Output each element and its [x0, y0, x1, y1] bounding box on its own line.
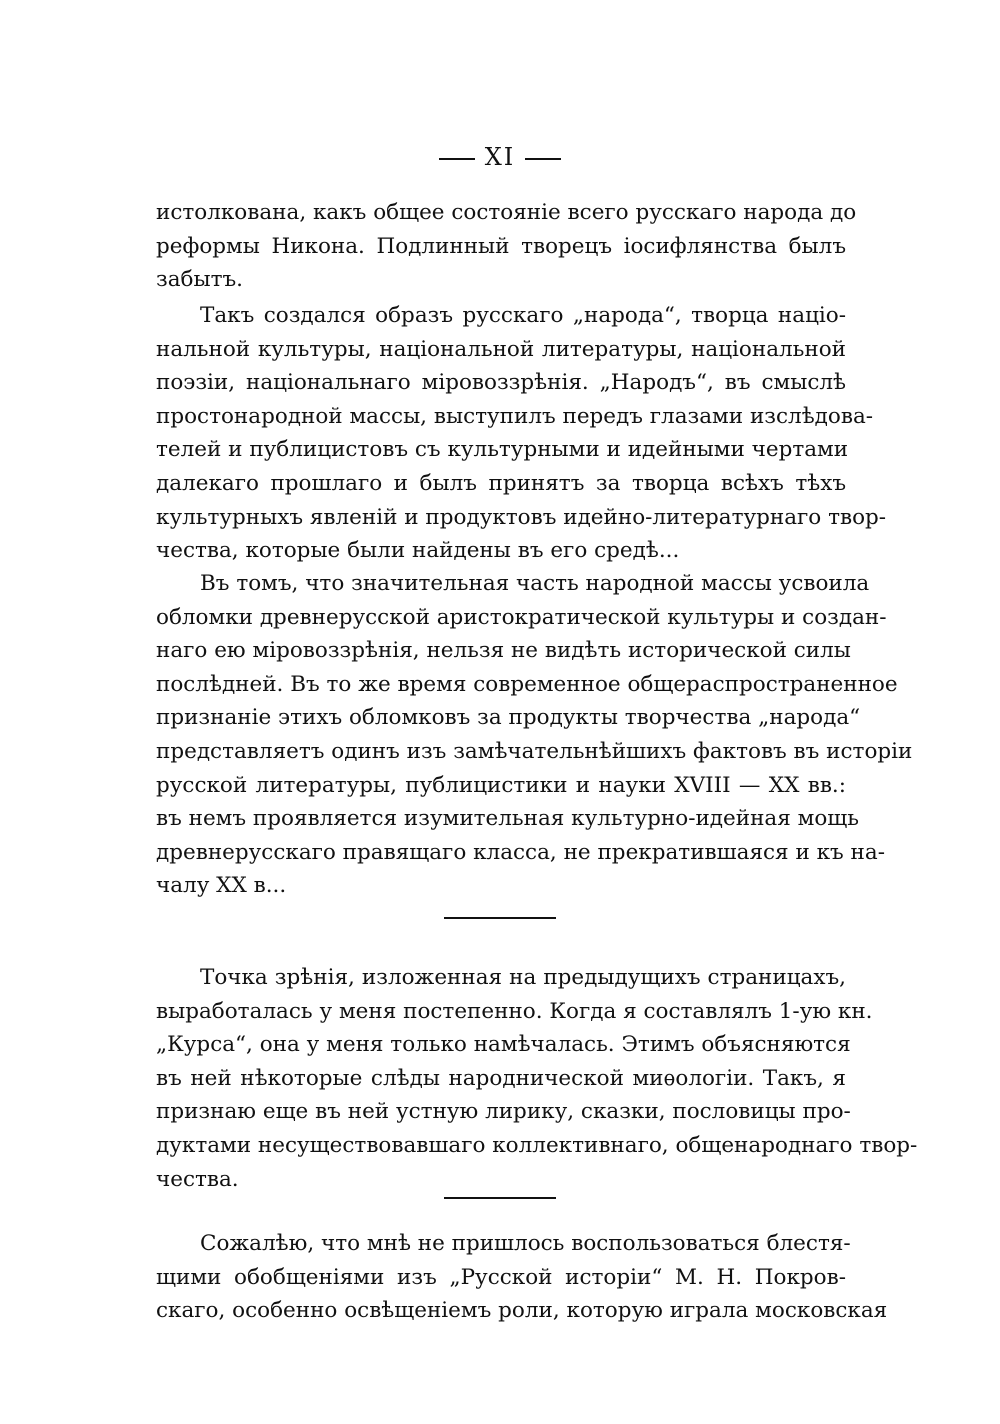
text-line: Сожалѣю, что мнѣ не пришлось воспользоваться блестя- — [200, 1231, 851, 1256]
text-line: послѣдней. Въ то же время современное общераспространенное — [156, 671, 898, 697]
text-line: чества, которые были найдены въ его средѣ... — [156, 538, 680, 564]
page-number-text: XI — [484, 143, 516, 171]
section-divider — [444, 1197, 556, 1199]
text-line: древнерусскаго правящаго класса, не прекратившаяся и къ на- — [156, 839, 885, 865]
paragraph-1 — [156, 196, 857, 297]
text-line: забытъ. — [156, 267, 244, 293]
text-line: „Курса“, она у меня только намѣчалась. Этимъ объясняются — [156, 1032, 851, 1058]
text-line: истолкована, какъ общее состоянiе всего русскаго народа до — [156, 200, 857, 225]
page-number — [0, 140, 1000, 174]
text-line: Въ томъ, что значительная часть народной массы усвоила — [200, 571, 870, 596]
text-line: дуктами несуществовавшаго коллективнаго, общенароднаго твор- — [156, 1132, 918, 1158]
section-divider — [444, 917, 556, 919]
text-line: реформы Никона. Подлинный творецъ iосифлянства былъ — [156, 233, 846, 259]
text-line: чалу XX в... — [156, 873, 287, 899]
text-line: въ немъ проявляется изумительная культурно-идейная мощь — [156, 806, 860, 832]
text-line: наго ею мiровоззрѣнiя, нельзя не видѣть исторической силы — [156, 638, 851, 664]
text-line: признанiе этихъ обломковъ за продукты творчества „народа“ — [156, 705, 861, 731]
text-line: русской литературы, публицистики и науки XVIII — XX вв.: — [156, 772, 846, 798]
page-number-dash-right — [525, 158, 561, 160]
text-line: выработалась у меня постепенно. Когда я составлялъ 1-ую кн. — [156, 998, 873, 1024]
text-line: скаго, особенно освѣщенiемъ роли, которую играла московская — [156, 1298, 888, 1324]
text-line: признаю еще въ ней устную лирику, сказки, пословицы про- — [156, 1099, 851, 1125]
text-line: въ ней нѣкоторые слѣды народнической миѳологiи. Такъ, я — [156, 1065, 846, 1091]
text-line: щими обобщенiями изъ „Русской исторiи“ М. Н. Покров- — [156, 1264, 846, 1290]
text-line: представляетъ одинъ изъ замѣчательнѣйшихъ фактовъ въ исторiи — [156, 738, 913, 764]
paragraph-2 — [156, 299, 887, 568]
text-line: Такъ создался образъ русскаго „народа“, творца нацiо- — [200, 303, 846, 328]
text-line: простонародной массы, выступилъ передъ глазами изслѣдова- — [156, 403, 874, 429]
text-line: чества. — [156, 1166, 239, 1192]
page-number-dash-left — [439, 158, 475, 160]
text-line: телей и публицистовъ съ культурными и идейными чертами — [156, 437, 849, 463]
paragraph-3 — [156, 567, 913, 903]
text-line: обломки древнерусской аристократической культуры и создан- — [156, 604, 887, 630]
text-line: далекаго прошлаго и былъ принятъ за творца всѣхъ тѣхъ — [156, 470, 846, 496]
text-line: культурныхъ явленiй и продуктовъ идейно-литературнаго твор- — [156, 504, 887, 530]
text-line: нальной культуры, нацiональной литературы, нацiональной — [156, 336, 846, 362]
paragraph-4 — [156, 961, 918, 1196]
paragraph-5 — [156, 1227, 888, 1328]
text-line: Точка зрѣнiя, изложенная на предыдущихъ страницахъ, — [200, 965, 846, 990]
text-line: поэзiи, нацiональнаго мiровоззрѣнiя. „Народъ“, въ смыслѣ — [156, 370, 846, 396]
